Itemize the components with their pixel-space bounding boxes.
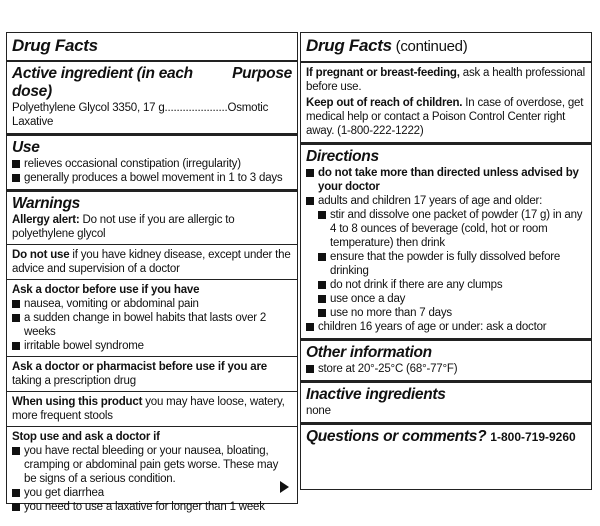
drug-facts-title-section xyxy=(7,33,297,60)
list-item: ensure that the powder is fully dissolved before drinking xyxy=(306,250,586,278)
do-not-use-block: Do not use if you have kidney disease, except under the advice and supervision of a doctor xyxy=(7,244,297,279)
bullet-square-icon xyxy=(12,300,20,308)
drug-facts-panel-left xyxy=(6,32,298,513)
list-item: use once a day xyxy=(306,292,586,306)
warnings-section xyxy=(7,189,297,244)
bullet-square-icon xyxy=(12,160,20,168)
bullet-square-icon xyxy=(12,447,20,455)
bullet-square-icon xyxy=(306,365,314,373)
ask-doctor-block xyxy=(7,279,297,356)
list-item: do not drink if there are any clumps xyxy=(306,278,586,292)
ask-pharmacist-block: Ask a doctor or pharmacist before use if you are taking a prescription drug xyxy=(7,356,297,391)
bullet-square-icon xyxy=(12,489,20,497)
warnings-heading: Warnings xyxy=(12,195,80,212)
inactive-ingredients-heading: Inactive ingredients xyxy=(306,386,446,403)
other-information-section xyxy=(301,338,591,380)
active-ingredient-section xyxy=(7,60,297,133)
ask-doctor-heading: Ask a doctor before use if you have xyxy=(12,284,200,296)
stop-use-block xyxy=(7,426,297,517)
list-item: a sudden change in bowel habits that lasts over 2 weeks xyxy=(12,311,292,339)
pregnancy-section: If pregnant or breast-feeding, ask a health professional before use. Keep out of reach of children. In case of overdose, get medical help or contact a Poison Control Center right away. (1-800-222-1222) xyxy=(301,61,591,142)
list-item: nausea, vomiting or abdominal pain xyxy=(12,297,292,311)
other-information-heading: Other information xyxy=(306,344,432,361)
list-item: relieves occasional constipation (irregularity) xyxy=(12,157,292,171)
questions-heading: Questions or comments? xyxy=(306,428,487,445)
continued-title-section xyxy=(301,33,591,61)
allergy-alert: Allergy alert: Do not use if you are allergic to polyethylene glycol xyxy=(12,214,235,240)
list-item: store at 20°-25°C (68°-77°F) xyxy=(306,362,586,376)
bullet-square-icon xyxy=(306,323,314,331)
questions-phone: 1-800-719-9260 xyxy=(490,430,576,444)
bullet-square-icon xyxy=(318,211,326,219)
bullet-square-icon xyxy=(318,281,326,289)
list-item: adults and children 17 years of age and older: xyxy=(306,194,586,208)
bullet-square-icon xyxy=(12,342,20,350)
questions-section xyxy=(301,422,591,450)
bullet-square-icon xyxy=(306,197,314,205)
bullet-square-icon xyxy=(318,295,326,303)
list-item: you get diarrhea xyxy=(12,486,292,500)
inactive-ingredients-section xyxy=(301,380,591,422)
bullet-square-icon xyxy=(12,174,20,182)
bullet-square-icon xyxy=(12,503,20,511)
active-ingredient-line: Polyethylene Glycol 3350, 17 g.....................Osmotic Laxative xyxy=(12,102,269,128)
list-item: irritable bowel syndrome xyxy=(12,339,292,353)
list-item: you have rectal bleeding or your nausea, bloating, cramping or abdominal pain gets worse. These may be signs of a serious condition. xyxy=(12,444,292,486)
active-ingredient-heading: Active ingredient (in each dose) xyxy=(12,65,193,100)
bullet-square-icon xyxy=(12,314,20,322)
list-item: stir and dissolve one packet of powder (17 g) in any 4 to 8 ounces of beverage (cold, hot or room temperature) then drink xyxy=(306,208,586,250)
drug-facts-continued-title: Drug Facts (continued) xyxy=(306,36,468,55)
stop-use-heading: Stop use and ask a doctor if xyxy=(12,431,160,443)
purpose-heading: Purpose xyxy=(232,65,292,82)
list-item: do not take more than directed unless advised by your doctor xyxy=(306,166,586,194)
drug-facts-title: Drug Facts xyxy=(12,36,98,55)
drug-facts-panel-right xyxy=(300,32,592,490)
list-item: use no more than 7 days xyxy=(306,306,586,320)
bullet-square-icon xyxy=(318,309,326,317)
use-section xyxy=(7,133,297,189)
continue-arrow-icon xyxy=(280,481,289,493)
directions-section xyxy=(301,142,591,338)
list-item: you need to use a laxative for longer than 1 week xyxy=(12,500,292,514)
list-item: generally produces a bowel movement in 1 to 3 days xyxy=(12,171,292,185)
list-item: children 16 years of age or under: ask a doctor xyxy=(306,320,586,334)
use-heading: Use xyxy=(12,139,40,156)
directions-heading: Directions xyxy=(306,148,379,165)
bullet-square-icon xyxy=(306,169,314,177)
bullet-square-icon xyxy=(318,253,326,261)
inactive-ingredients-text: none xyxy=(306,405,331,417)
when-using-block: When using this product you may have loose, watery, more frequent stools xyxy=(7,391,297,426)
